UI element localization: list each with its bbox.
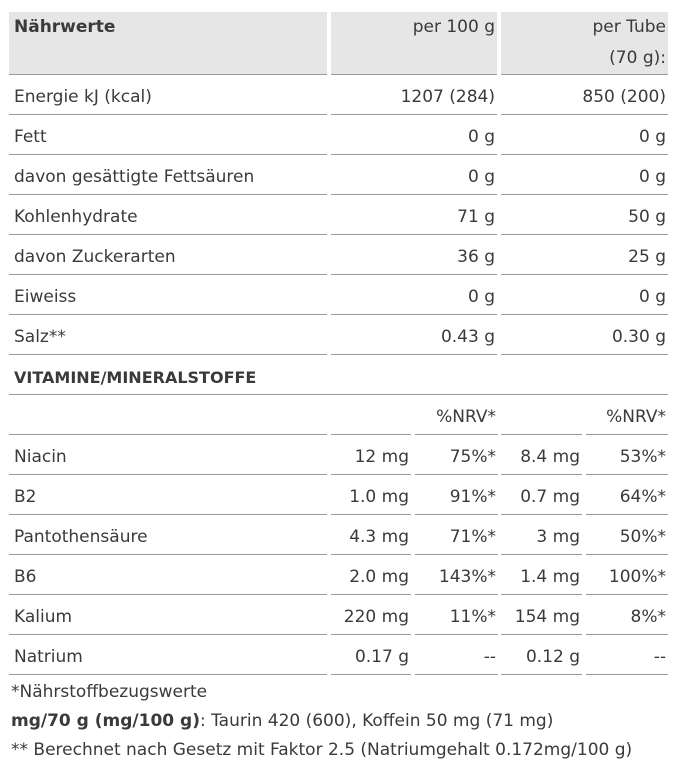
vitamin-label: Kalium	[14, 607, 73, 627]
nutrition-pertube-cell	[501, 318, 668, 355]
vitamin-nrv100-cell	[415, 438, 498, 475]
nutrition-pertube-cell	[501, 278, 668, 315]
nutrition-per100-cell	[331, 78, 497, 115]
vitamin-pertube-cell	[501, 558, 582, 595]
vitamin-label-cell	[9, 478, 327, 515]
vitamin-row-b6	[0, 558, 678, 595]
vitamin-row-niacin	[0, 438, 678, 475]
nutrition-per100-value: 0 g	[467, 127, 495, 147]
vitamin-nrv100-value: 11%*	[449, 607, 496, 627]
nutrition-label-cell	[9, 238, 327, 275]
vitamin-row-sodium	[0, 638, 678, 675]
nutrition-label: Fett	[14, 127, 47, 147]
vitamin-nrv100-value: 71%*	[449, 527, 496, 547]
vitamin-pertube-cell	[501, 518, 582, 555]
vitamin-nrvtube-cell	[586, 638, 668, 675]
nutrition-per100-cell	[331, 158, 497, 195]
footnote-extra-text: : Taurin 420 (600), Koffein 50 mg (71 mg)	[199, 711, 554, 731]
nutrition-per100-value: 36 g	[457, 247, 495, 267]
vitamin-pertube-value: 154 mg	[514, 607, 580, 627]
nutrition-label: Energie kJ (kcal)	[14, 87, 152, 107]
vitamin-nrvtube-cell	[586, 558, 668, 595]
nutrition-header-pertube-sub: (70 g):	[609, 48, 666, 68]
vitamin-nrvtube-value: --	[653, 647, 666, 667]
vitamins-heading-row	[0, 358, 678, 395]
vitamin-pertube-value: 1.4 mg	[520, 567, 580, 587]
nutrition-row-fat	[0, 118, 678, 155]
vitamin-per100-cell	[331, 438, 411, 475]
vitamin-per100-value: 2.0 mg	[349, 567, 409, 587]
nutrition-label-cell	[9, 278, 327, 315]
nutrition-per100-cell	[331, 278, 497, 315]
vitamin-nrv100-cell	[415, 638, 498, 675]
vitamin-nrvtube-value: 8%*	[630, 607, 666, 627]
footnote-extra	[11, 710, 553, 732]
vitamin-nrv100-cell	[415, 518, 498, 555]
vitamin-label: Pantothensäure	[14, 527, 148, 547]
nutrition-label: Salz**	[14, 327, 66, 347]
vitamins-nrv-header-per100-cell	[331, 398, 411, 435]
vitamin-per100-cell	[331, 638, 411, 675]
nutrition-per100-value: 0.43 g	[440, 327, 495, 347]
nutrition-label: davon gesättigte Fettsäuren	[14, 167, 255, 187]
vitamin-pertube-cell	[501, 438, 582, 475]
nutrition-header-pertube-cell	[501, 12, 668, 75]
vitamins-nrv-header-nrvtube-cell	[586, 398, 668, 435]
nutrition-per100-value: 0 g	[467, 167, 495, 187]
vitamin-pertube-value: 8.4 mg	[520, 447, 580, 467]
nutrition-row-saturated-fat	[0, 158, 678, 195]
vitamin-nrvtube-value: 53%*	[619, 447, 666, 467]
vitamin-label-cell	[9, 638, 327, 675]
vitamin-per100-cell	[331, 518, 411, 555]
nutrition-label-cell	[9, 158, 327, 195]
vitamin-label: Natrium	[14, 647, 83, 667]
nutrition-label-cell	[9, 78, 327, 115]
vitamin-row-b2	[0, 478, 678, 515]
vitamins-nrv-header-row	[0, 398, 678, 435]
nutrition-pertube-value: 0.30 g	[611, 327, 666, 347]
nutrition-row-carbohydrates	[0, 198, 678, 235]
nutrition-per100-cell	[331, 118, 497, 155]
nutrition-header-per100: per 100 g	[412, 17, 495, 37]
vitamin-pertube-value: 0.12 g	[525, 647, 580, 667]
vitamin-nrv100-value: 143%*	[438, 567, 496, 587]
vitamin-pertube-value: 3 mg	[536, 527, 580, 547]
vitamin-per100-value: 1.0 mg	[349, 487, 409, 507]
vitamin-nrvtube-cell	[586, 438, 668, 475]
vitamins-nrv-header-label-cell	[9, 398, 327, 435]
vitamin-nrvtube-value: 50%*	[619, 527, 666, 547]
vitamin-pertube-cell	[501, 478, 582, 515]
vitamin-label: B2	[14, 487, 37, 507]
footnote-salt: ** Berechnet nach Gesetz mit Faktor 2.5 (Natriumgehalt 0.172mg/100 g)	[11, 740, 633, 760]
vitamin-per100-value: 220 mg	[343, 607, 409, 627]
nutrition-per100-cell	[331, 198, 497, 235]
vitamin-label: Niacin	[14, 447, 67, 467]
vitamin-pertube-cell	[501, 598, 582, 635]
nrv-header-tube: %NRV*	[606, 407, 666, 427]
nutrition-pertube-value: 0 g	[638, 127, 666, 147]
nutrition-label-cell	[9, 198, 327, 235]
vitamin-per100-cell	[331, 558, 411, 595]
vitamin-label-cell	[9, 598, 327, 635]
nutrition-row-protein	[0, 278, 678, 315]
vitamin-pertube-value: 0.7 mg	[520, 487, 580, 507]
nutrition-pertube-value: 0 g	[638, 167, 666, 187]
vitamin-label-cell	[9, 558, 327, 595]
nutrition-per100-cell	[331, 238, 497, 275]
vitamin-per100-value: 4.3 mg	[349, 527, 409, 547]
vitamin-nrvtube-value: 100%*	[608, 567, 666, 587]
footnote-extra-units: mg/70 g (mg/100 g)	[11, 711, 200, 731]
vitamin-nrv100-cell	[415, 598, 498, 635]
vitamin-label-cell	[9, 518, 327, 555]
vitamins-nrv-header-nrv100-cell	[415, 398, 498, 435]
nutrition-pertube-cell	[501, 118, 668, 155]
nutrition-pertube-cell	[501, 158, 668, 195]
nutrition-header-row	[0, 12, 678, 75]
nutrition-header-per100-cell	[331, 12, 497, 75]
footnote-nrv: *Nährstoffbezugswerte	[11, 682, 208, 702]
vitamin-row-pantothenic-acid	[0, 518, 678, 555]
nrv-header-100: %NRV*	[436, 407, 496, 427]
nutrition-label: davon Zuckerarten	[14, 247, 176, 267]
vitamin-nrv100-value: --	[483, 647, 496, 667]
nutrition-pertube-value: 850 (200)	[582, 87, 666, 107]
nutrition-label-cell	[9, 318, 327, 355]
vitamin-per100-cell	[331, 598, 411, 635]
nutrition-label-cell	[9, 118, 327, 155]
vitamins-heading: VITAMINE/MINERALSTOFFE	[14, 368, 257, 387]
nutrition-header-label: Nährwerte	[14, 17, 116, 37]
nutrition-row-salt	[0, 318, 678, 355]
nutrition-header-pertube: per Tube	[592, 17, 666, 37]
vitamin-per100-cell	[331, 478, 411, 515]
vitamin-nrvtube-cell	[586, 478, 668, 515]
nutrition-label: Eiweiss	[14, 287, 77, 307]
vitamin-per100-value: 12 mg	[354, 447, 409, 467]
vitamin-per100-value: 0.17 g	[354, 647, 409, 667]
vitamins-heading-cell	[9, 358, 668, 395]
vitamin-label-cell	[9, 438, 327, 475]
nutrition-row-sugars	[0, 238, 678, 275]
nutrition-row-energy	[0, 78, 678, 115]
nutrition-per100-cell	[331, 318, 497, 355]
vitamin-nrv100-cell	[415, 558, 498, 595]
vitamin-nrv100-value: 75%*	[449, 447, 496, 467]
nutrition-pertube-value: 0 g	[638, 287, 666, 307]
vitamins-nrv-header-pertube-cell	[501, 398, 582, 435]
nutrition-header-label-cell	[9, 12, 327, 75]
nutrition-per100-value: 0 g	[467, 287, 495, 307]
nutrition-pertube-cell	[501, 78, 668, 115]
vitamin-nrv100-cell	[415, 478, 498, 515]
vitamin-row-potassium	[0, 598, 678, 635]
vitamin-nrvtube-cell	[586, 518, 668, 555]
nutrition-pertube-value: 50 g	[628, 207, 666, 227]
nutrition-per100-value: 71 g	[457, 207, 495, 227]
vitamin-label: B6	[14, 567, 37, 587]
vitamin-nrv100-value: 91%*	[449, 487, 496, 507]
vitamin-pertube-cell	[501, 638, 582, 675]
nutrition-pertube-cell	[501, 198, 668, 235]
vitamin-nrvtube-cell	[586, 598, 668, 635]
nutrition-label: Kohlenhydrate	[14, 207, 138, 227]
nutrition-per100-value: 1207 (284)	[400, 87, 495, 107]
nutrition-pertube-value: 25 g	[628, 247, 666, 267]
vitamin-nrvtube-value: 64%*	[619, 487, 666, 507]
nutrition-pertube-cell	[501, 238, 668, 275]
